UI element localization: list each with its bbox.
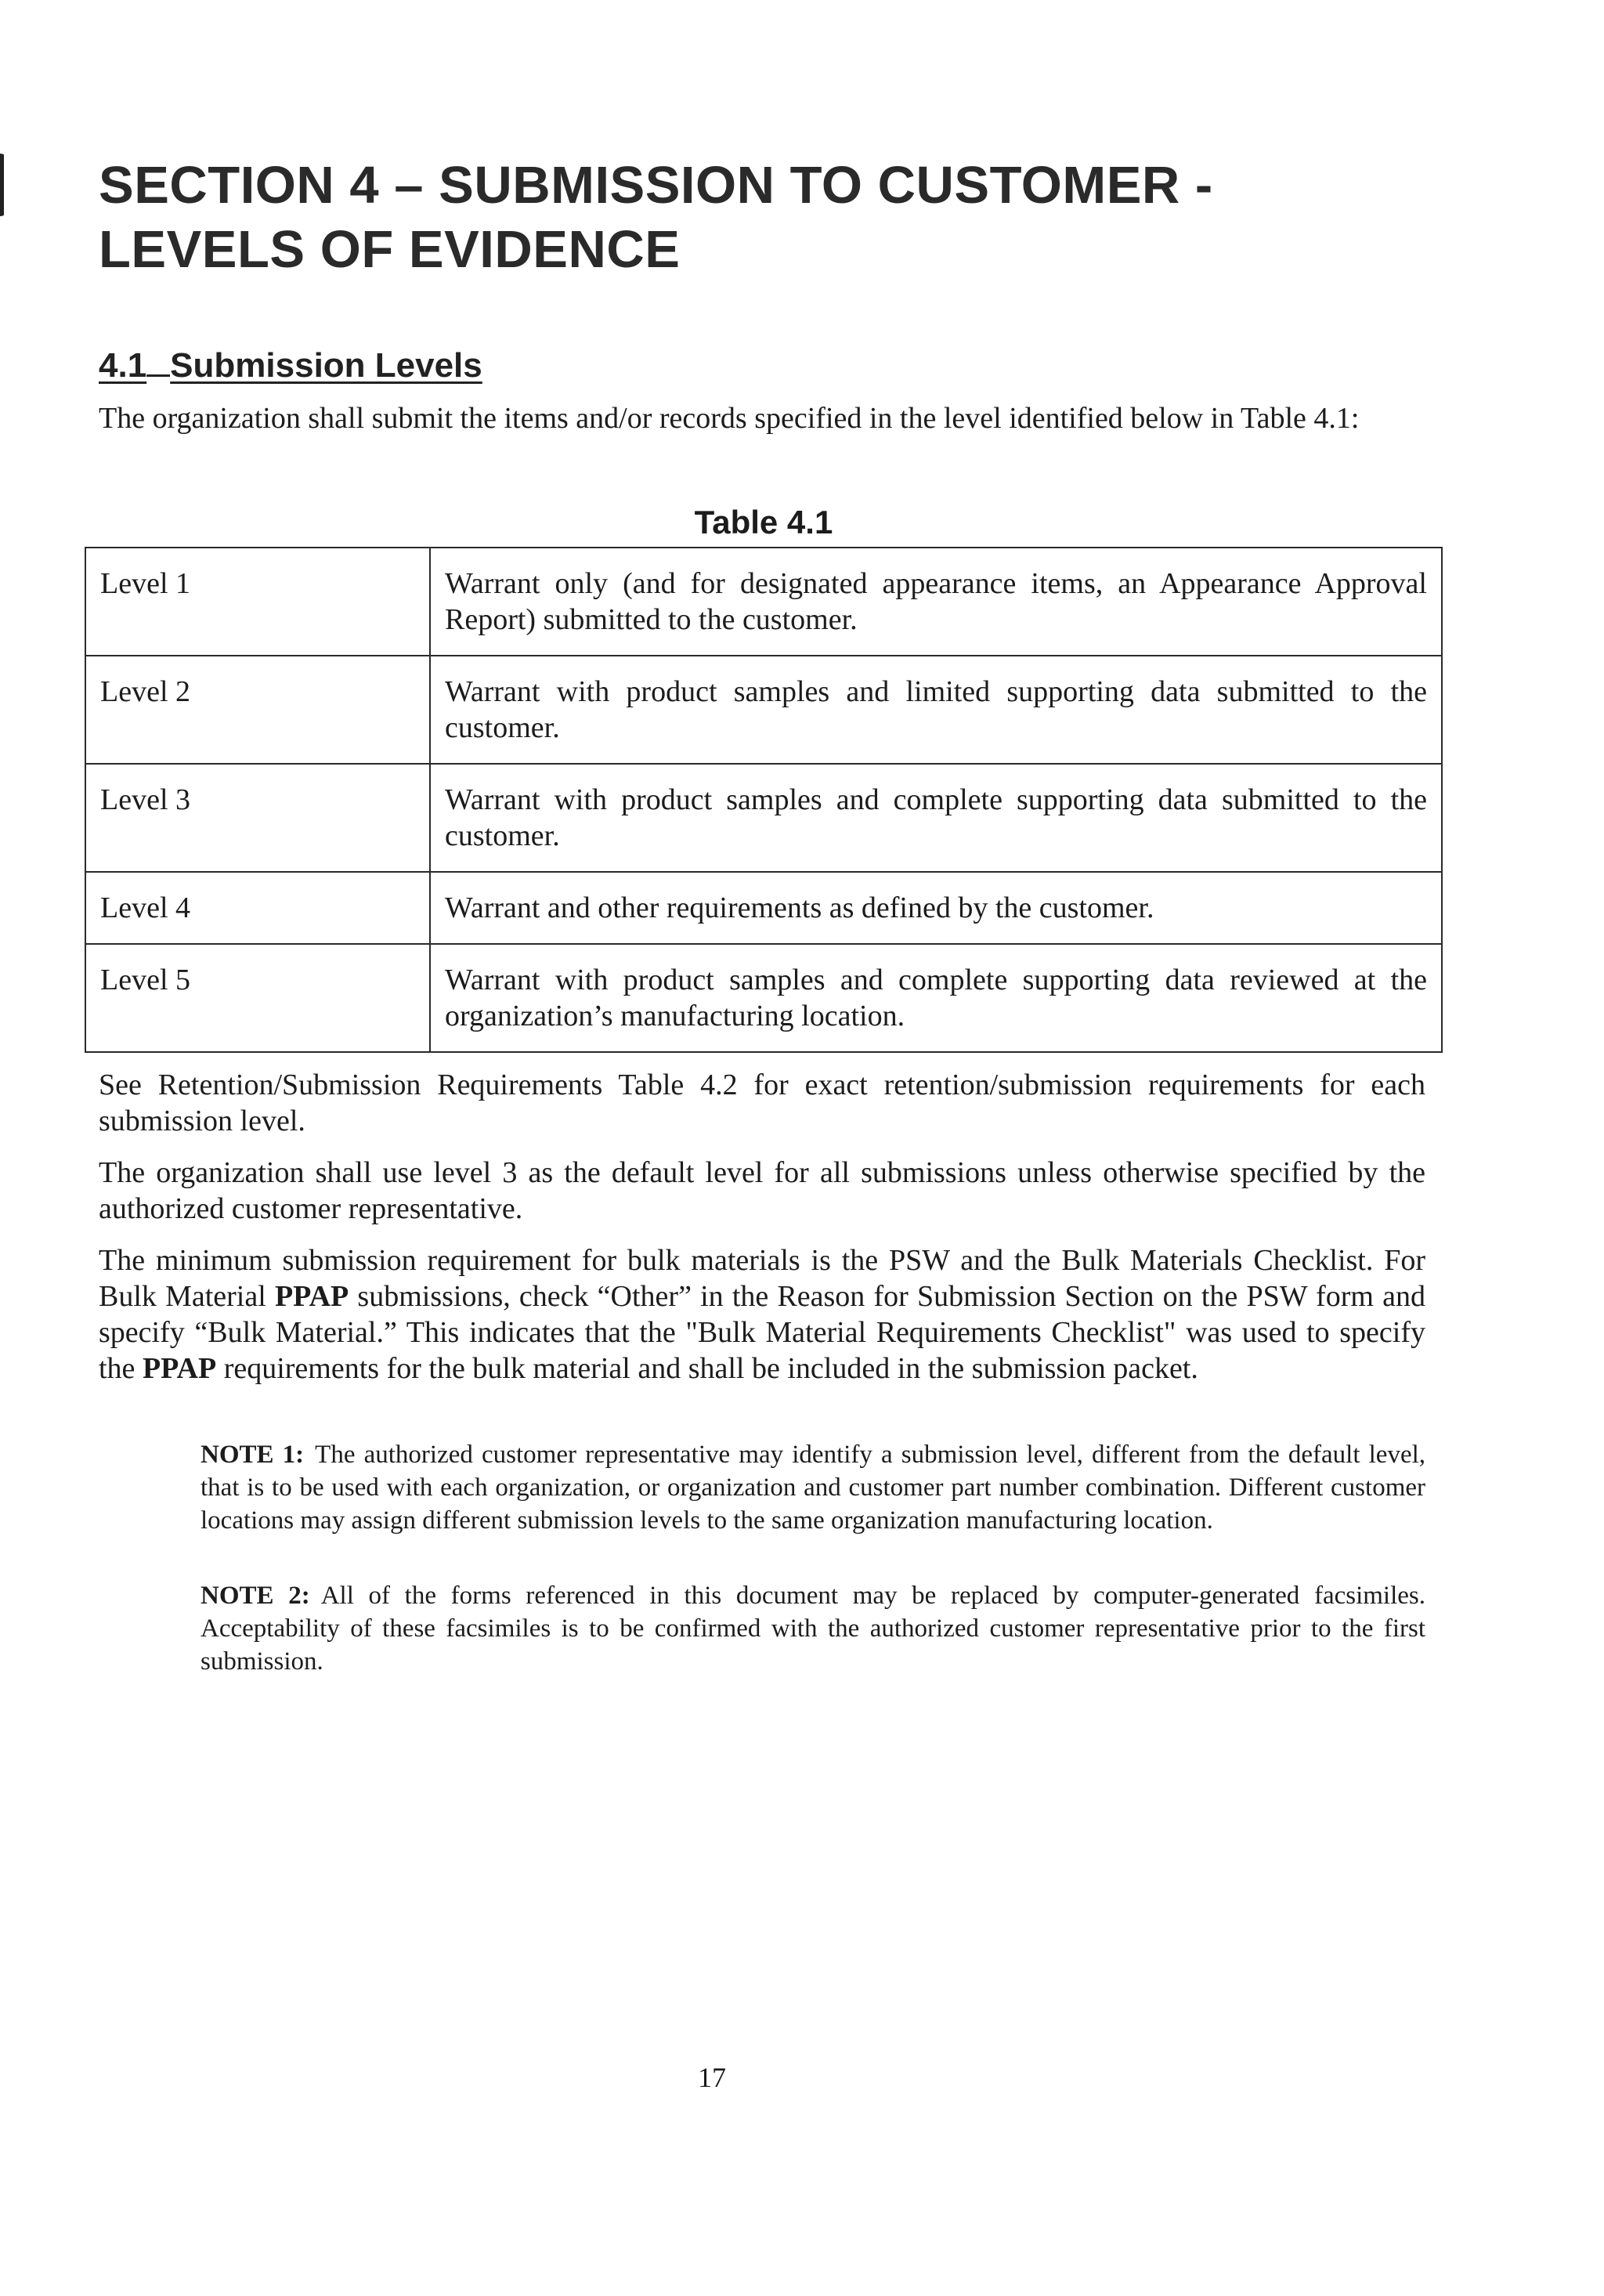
- default-level-paragraph: The organization shall use level 3 as the default level for all submissions unless otherwise specified by the authorized customer representative.: [99, 1156, 1425, 1225]
- description-cell: Warrant with product samples and complete supporting data reviewed at the organization’s manufacturing location.: [430, 944, 1442, 1052]
- note-2: [200, 1579, 1425, 1678]
- bulk-text-part1: The minimum submission requirement for bulk materials is the PSW and the Bulk Materials Checklist. For Bulk Material: [99, 1244, 1425, 1313]
- note-text: All of the forms referenced in this document may be replaced by computer-generated facsimiles. Acceptability of these facsimiles is to be confirmed with the authorized customer representative prior to the first submission.: [200, 1582, 1425, 1676]
- level-cell: Level 3: [85, 764, 430, 872]
- retention-paragraph: See Retention/Submission Requirements Table 4.2 for exact retention/submission requirements for each submission level.: [99, 1068, 1425, 1137]
- table-row: [85, 944, 1442, 1052]
- ppap-term: PPAP: [142, 1352, 217, 1385]
- note-label: NOTE 1:: [200, 1441, 305, 1469]
- note-label: NOTE 2:: [200, 1582, 310, 1610]
- table-row: [85, 548, 1442, 656]
- binding-mark: [0, 154, 8, 216]
- bulk-materials-paragraph: [99, 1242, 1425, 1387]
- intro-paragraph: The organization shall submit the items and/or records specified in the level identified below in Table 4.1:: [99, 402, 1360, 435]
- description-cell: Warrant with product samples and limited supporting data submitted to the customer.: [430, 656, 1442, 764]
- level-cell: Level 4: [85, 872, 430, 944]
- description-cell: Warrant with product samples and complete supporting data submitted to the customer.: [430, 764, 1442, 872]
- subsection-number: 4.1: [99, 346, 147, 385]
- bulk-text-part3: requirements for the bulk material and shall be included in the submission packet.: [216, 1352, 1198, 1385]
- section-title: SECTION 4 – SUBMISSION TO CUSTOMER - LEVELS OF EVIDENCE: [99, 156, 1213, 279]
- ppap-term: PPAP: [274, 1280, 349, 1313]
- table-row: [85, 872, 1442, 944]
- page-number: 17: [698, 2062, 726, 2093]
- heading-underline-gap: [146, 340, 170, 377]
- level-cell: Level 1: [85, 548, 430, 656]
- level-cell: Level 5: [85, 944, 430, 1052]
- description-cell: Warrant and other requirements as defined by the customer.: [430, 872, 1442, 944]
- note-text: The authorized customer representative may identify a submission level, different from the default level, that is to be used with each organization, or organization and customer part number combination. Different customer locations may assign different submission levels to the same organization manufacturing location.: [200, 1441, 1426, 1535]
- note-1: [200, 1438, 1425, 1537]
- levels-table: [85, 547, 1443, 1053]
- bulk-text-part2: submissions, check “Other” in the Reason for Submission Section on the PSW form and specify “Bulk Material.” This indicates that the "Bulk Material Requirements Checklist" was used to specify the: [99, 1280, 1425, 1385]
- subsection-title: Submission Levels: [170, 346, 482, 385]
- table-row: [85, 656, 1442, 764]
- level-cell: Level 2: [85, 656, 430, 764]
- table-row: [85, 764, 1442, 872]
- table-caption: Table 4.1: [694, 504, 833, 541]
- subsection-heading: [99, 340, 482, 388]
- description-cell: Warrant only (and for designated appearance items, an Appearance Approval Report) submitted to the customer.: [430, 548, 1442, 656]
